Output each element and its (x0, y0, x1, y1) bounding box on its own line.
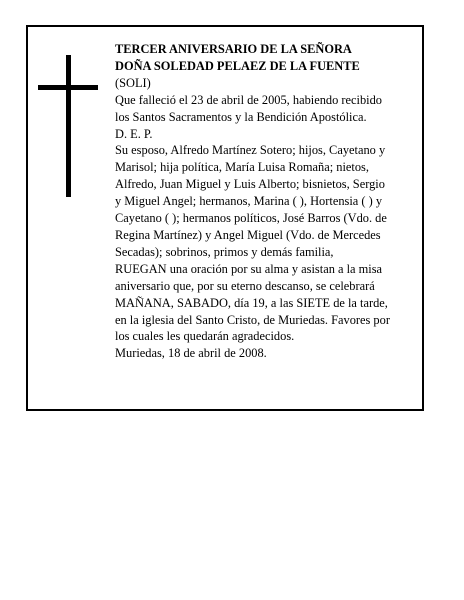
body-line: Cayetano ( ); hermanos políticos, José Barros (Vdo. de (115, 211, 387, 226)
deceased-nickname: (SOLI) (115, 75, 151, 90)
body-line: los Santos Sacramentos y la Bendición Apostólica. (115, 109, 367, 124)
notice-title: TERCER ANIVERSARIO DE LA SEÑORA (115, 42, 352, 56)
body-line: y Miguel Angel; hermanos, Marina ( ), Hortensia ( ) y (115, 194, 383, 209)
cross-horizontal-bar (38, 85, 98, 90)
body-line: los cuales les quedarán agradecidos. (115, 329, 295, 344)
notice-text (115, 41, 421, 362)
body-line: aniversario que, por su eterno descanso, se celebrará (115, 278, 375, 293)
body-line: Su esposo, Alfredo Martínez Sotero; hijos, Cayetano y (115, 143, 386, 158)
body-line: Muriedas, 18 de abril de 2008. (115, 346, 267, 361)
body-line: MAÑANA, SABADO, día 19, a las SIETE de la tarde, (115, 295, 388, 310)
body-line: Regina Martínez) y Angel Miguel (Vdo. de Mercedes (115, 227, 381, 242)
body-line: D. E. P. (115, 126, 153, 141)
body-line: Alfredo, Juan Miguel y Luis Alberto; bisnietos, Sergio (115, 177, 385, 192)
body-line: RUEGAN una oración por su alma y asistan a la misa (115, 261, 383, 276)
obituary-notice (26, 25, 424, 411)
body-line: Secadas); sobrinos, primos y demás familia, (115, 244, 334, 259)
body-line: Que falleció el 23 de abril de 2005, habiendo recibido (115, 92, 382, 107)
body-line: en la iglesia del Santo Cristo, de Muriedas. Favores por (115, 312, 390, 327)
body-line: Marisol; hija política, María Luisa Romaña; nietos, (115, 160, 369, 175)
cross-vertical-bar (66, 55, 71, 197)
deceased-name: DOÑA SOLEDAD PELAEZ DE LA FUENTE (115, 58, 360, 73)
